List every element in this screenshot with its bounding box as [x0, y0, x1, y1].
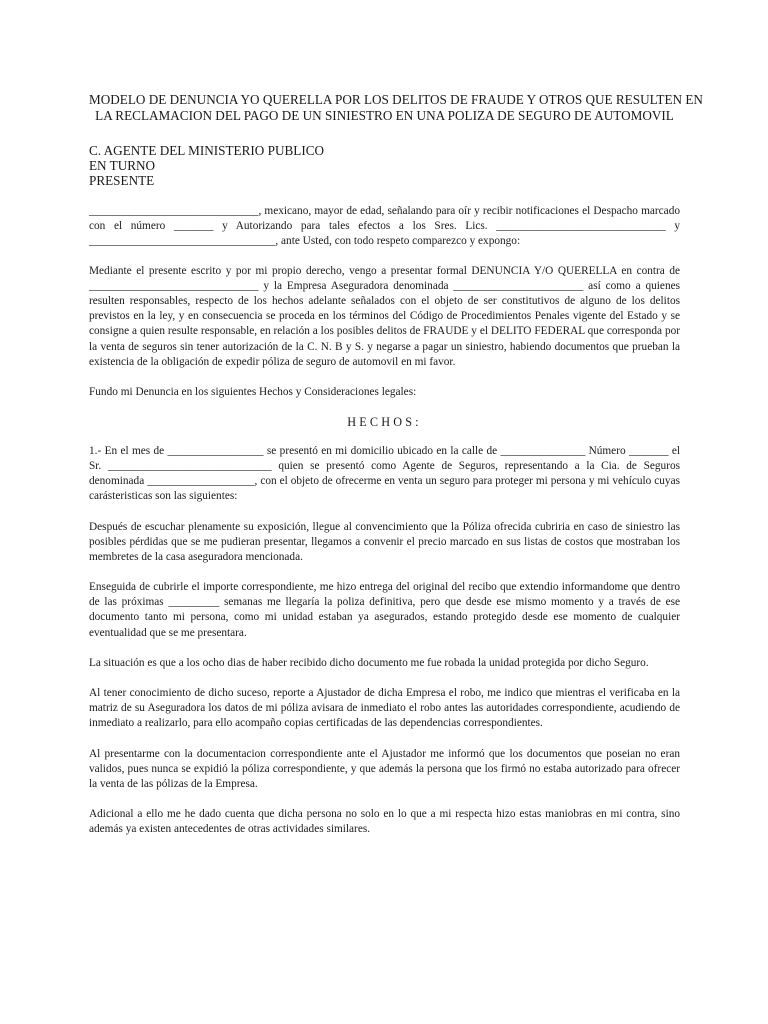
- complaint-paragraph: Mediante el presente escrito y por mi propio derecho, vengo a presentar formal DENUNCIA Y/O QUERELLA en contra de ______________________________ y la Empresa Aseguradora denominada _______________________ así como a quienes resulten responsables, respecto de los hechos adelante señalados con el objeto de ser constitutivos de alguno de los delitos previstos en la ley, y en consecuencia se proceda en los términos del Código de Procedimientos Penales vigente del Estado y se consigne a quien resulte responsable, en relación a los posibles delitos de FRAUDE y el DELITO FEDERAL que corresponda por la venta de seguros sin tener autorización de la C. N. B y S. y negarse a pagar un siniestro, habiendo documentos que prueban la existencia de la obligación de expedir póliza de seguro de automovil en mi favor.: [89, 265, 680, 368]
- addressee-line-2: EN TURNO: [89, 158, 156, 174]
- adjuster-paragraph: Al presentarme con la documentacion correspondiente ante el Ajustador me informó que los documentos que poseian no eran validos, pues nunca se expidió la póliza correspondiente, y que además la persona que los firmó no estaba autorizado para ofrecer la venta de las pólizas de la Empresa.: [89, 747, 680, 790]
- facts-heading: HECHOS:: [347, 415, 422, 430]
- title-line-2: LA RECLAMACION DEL PAGO DE UN SINIESTRO EN UNA POLIZA DE SEGURO DE AUTOMOVIL: [95, 107, 674, 123]
- addressee-line-3: PRESENTE: [89, 173, 155, 189]
- basis-paragraph: Fundo mi Denuncia en los siguientes Hechos y Consideraciones legales:: [89, 385, 417, 398]
- agreement-paragraph: Después de escuchar plenamente su exposición, llegue al convencimiento que la Póliza ofrecida cubriria en caso de siniestro las posibles pérdidas que se me pudieran presentar, llegamos a convenir el precio marcado en sus listas de costos que mostraban los membretes de la casa aseguradora mencionada.: [89, 520, 680, 563]
- report-paragraph: Al tener conocimiento de dicho suceso, reporte a Ajustador de dicha Empresa el robo, me indico que mientras el verificaba en la matriz de su Aseguradora los datos de mi póliza avisara de inmediato el robo antes las autoridades correspondiente, acudiendo de inmediato a realizarlo, para ello acompaño copias certificadas de las dependencias correspondientes.: [89, 687, 680, 730]
- addressee-line-1: C. AGENTE DEL MINISTERIO PUBLICO: [89, 143, 325, 158]
- fact-1-paragraph: 1.- En el mes de _________________ se presentó en mi domicilio ubicado en la calle de _______________ Número _______ el Sr. _____________________________ quien se presentó como Agente de Seguros, representando a la Cia. de Seguros denominada ___________________, con el objeto de ofrecerme en venta un seguro para proteger mi persona y mi vehículo cuyas carásteristicas son las siguientes:: [89, 445, 680, 503]
- additional-paragraph: Adicional a ello me he dado cuenta que dicha persona no solo en lo que a mi respecta hizo estas maniobras en mi contra, sino además ya existen antecedentes de otras actividades similares.: [89, 808, 680, 836]
- addressee-block: [89, 143, 680, 189]
- title-line-1: MODELO DE DENUNCIA YO QUERELLA POR LOS DELITOS DE FRAUDE Y OTROS QUE RESULTEN EN: [89, 92, 703, 107]
- document-title: [89, 92, 703, 123]
- intro-paragraph: ______________________________, mexicano, mayor de edad, señalando para oír y recibir notificaciones el Despacho marcado con el número _______ y Autorizando para tales efectos a los Sres. Lics. ______________________________ y _________________________________, ante Usted, con todo respeto comparezco y expongo:: [89, 204, 680, 247]
- theft-paragraph: La situación es que a los ocho dias de haber recibido dicho documento me fue robada la unidad protegida por dicho Seguro.: [89, 656, 649, 669]
- payment-paragraph: Enseguida de cubrirle el importe correspondiente, me hizo entrega del original del recibo que extendio informandome que dentro de las próximas _________ semanas me llegaría la poliza definitiva, pero que desde ese mismo momento y a través de ese documento tanto mi persona, como mi unidad estaban ya asegurados, estando protegido desde ese momento de cualquier eventualidad que se me presentara.: [89, 581, 680, 639]
